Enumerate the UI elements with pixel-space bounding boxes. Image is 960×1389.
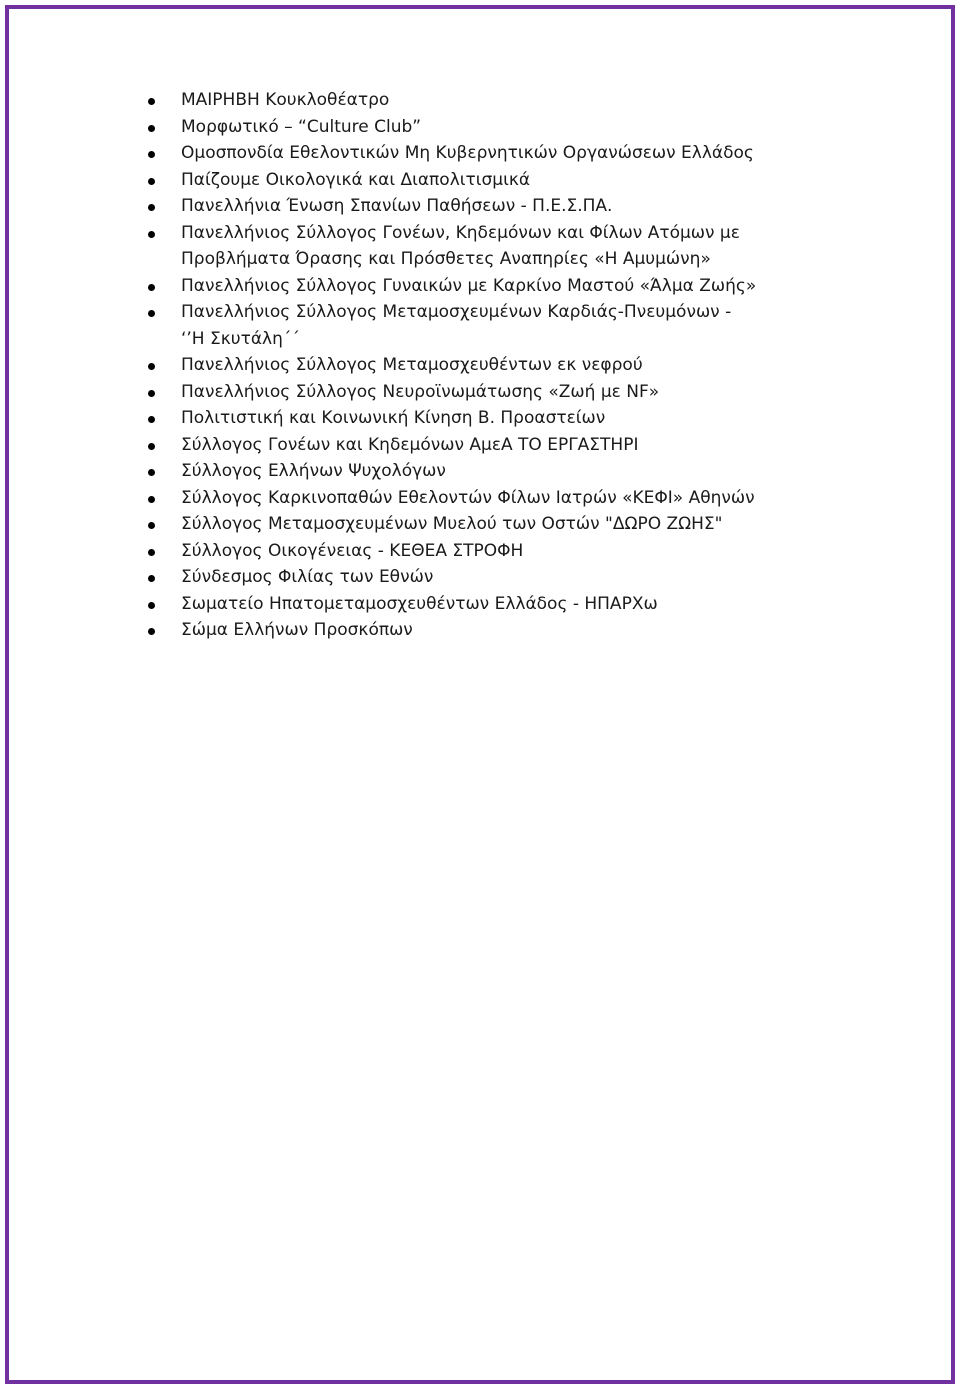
list-item-text: Σύνδεσμος Φιλίας των Εθνών	[181, 567, 434, 587]
list-item-text: Πολιτιστική και Κοινωνική Κίνηση Β. Προαστείων	[181, 408, 606, 428]
bullet-icon	[148, 98, 155, 105]
bullet-icon	[148, 125, 155, 132]
bullet-icon	[148, 522, 155, 529]
list-item-text: Σύλλογος Μεταμοσχευμένων Μυελού των Οστών "ΔΩΡΟ ΖΩΗΣ"	[181, 514, 723, 534]
bullet-icon	[148, 443, 155, 450]
list-item-text: Μορφωτικό – “Culture Club”	[181, 116, 422, 137]
list-item-text: Σύλλογος Οικογένειας - ΚΕΘΕΑ ΣΤΡΟΦΗ	[181, 540, 524, 561]
list-item	[140, 458, 840, 485]
list-item	[140, 220, 840, 273]
bullet-icon	[148, 363, 155, 370]
bullet-icon	[148, 310, 155, 317]
list-item	[140, 405, 840, 432]
list-item-text: Σώμα Ελλήνων Προσκόπων	[181, 620, 413, 640]
list-item-text: Σύλλογος Ελλήνων Ψυχολόγων	[181, 461, 446, 481]
list-item	[140, 432, 840, 459]
list-item-text: Ομοσπονδία Εθελοντικών Μη Κυβερνητικών Οργανώσεων Ελλάδος	[181, 143, 754, 163]
bullet-icon	[148, 469, 155, 476]
list-item	[140, 299, 840, 352]
bullet-icon	[148, 496, 155, 503]
list-item	[140, 87, 840, 114]
list-item	[140, 538, 840, 565]
page-content	[140, 87, 840, 644]
list-item-text: Πανελλήνια Ένωση Σπανίων Παθήσεων - Π.Ε.Σ.ΠΑ.	[181, 196, 613, 216]
bullet-icon	[148, 416, 155, 423]
list-item	[140, 273, 840, 300]
list-item	[140, 485, 840, 512]
list-item	[140, 379, 840, 406]
list-item-text: Πανελλήνιος Σύλλογος Νευροϊνωμάτωσης «Ζωή με NF»	[181, 381, 660, 402]
list-item-text: Πανελλήνιος Σύλλογος Γονέων, Κηδεμόνων και Φίλων Ατόμων με Προβλήματα Όρασης και Πρόσθετες Αναπηρίες «Η Αμυμώνη»	[181, 222, 740, 269]
bullet-icon	[148, 602, 155, 609]
list-item	[140, 591, 840, 618]
bullet-icon	[148, 549, 155, 556]
organization-list	[140, 87, 840, 644]
list-item	[140, 140, 840, 167]
bullet-icon	[148, 231, 155, 238]
bullet-icon	[148, 204, 155, 211]
list-item	[140, 511, 840, 538]
list-item	[140, 167, 840, 194]
bullet-icon	[148, 284, 155, 291]
list-item	[140, 617, 840, 644]
list-item	[140, 114, 840, 141]
bullet-icon	[148, 151, 155, 158]
list-item	[140, 564, 840, 591]
list-item-text: Σύλλογος Καρκινοπαθών Εθελοντών Φίλων Ιατρών «ΚΕΦΙ» Αθηνών	[181, 487, 755, 508]
bullet-icon	[148, 178, 155, 185]
list-item-text: Πανελλήνιος Σύλλογος Μεταμοσχευθέντων εκ νεφρού	[181, 355, 643, 375]
list-item	[140, 352, 840, 379]
bullet-icon	[148, 390, 155, 397]
list-item	[140, 193, 840, 220]
list-item-text: Σύλλογος Γονέων και Κηδεμόνων ΑμεΑ ΤΟ ΕΡΓΑΣΤΗΡΙ	[181, 434, 639, 455]
list-item-text: Πανελλήνιος Σύλλογος Γυναικών με Καρκίνο Μαστού «Άλμα Ζωής»	[181, 275, 757, 296]
bullet-icon	[148, 575, 155, 582]
bullet-icon	[148, 628, 155, 635]
list-item-text: Σωματείο Ηπατομεταμοσχευθέντων Ελλάδος - ΗΠΑΡΧω	[181, 593, 658, 614]
list-item-text: Παίζουμε Οικολογικά και Διαπολιτισμικά	[181, 169, 531, 190]
list-item-text: ΜΑΙΡΗΒΗ Κουκλοθέατρο	[181, 90, 390, 110]
list-item-text: Πανελλήνιος Σύλλογος Μεταμοσχευμένων Καρδιάς-Πνευμόνων - ‘’Η Σκυτάλη΄΄	[181, 302, 732, 349]
